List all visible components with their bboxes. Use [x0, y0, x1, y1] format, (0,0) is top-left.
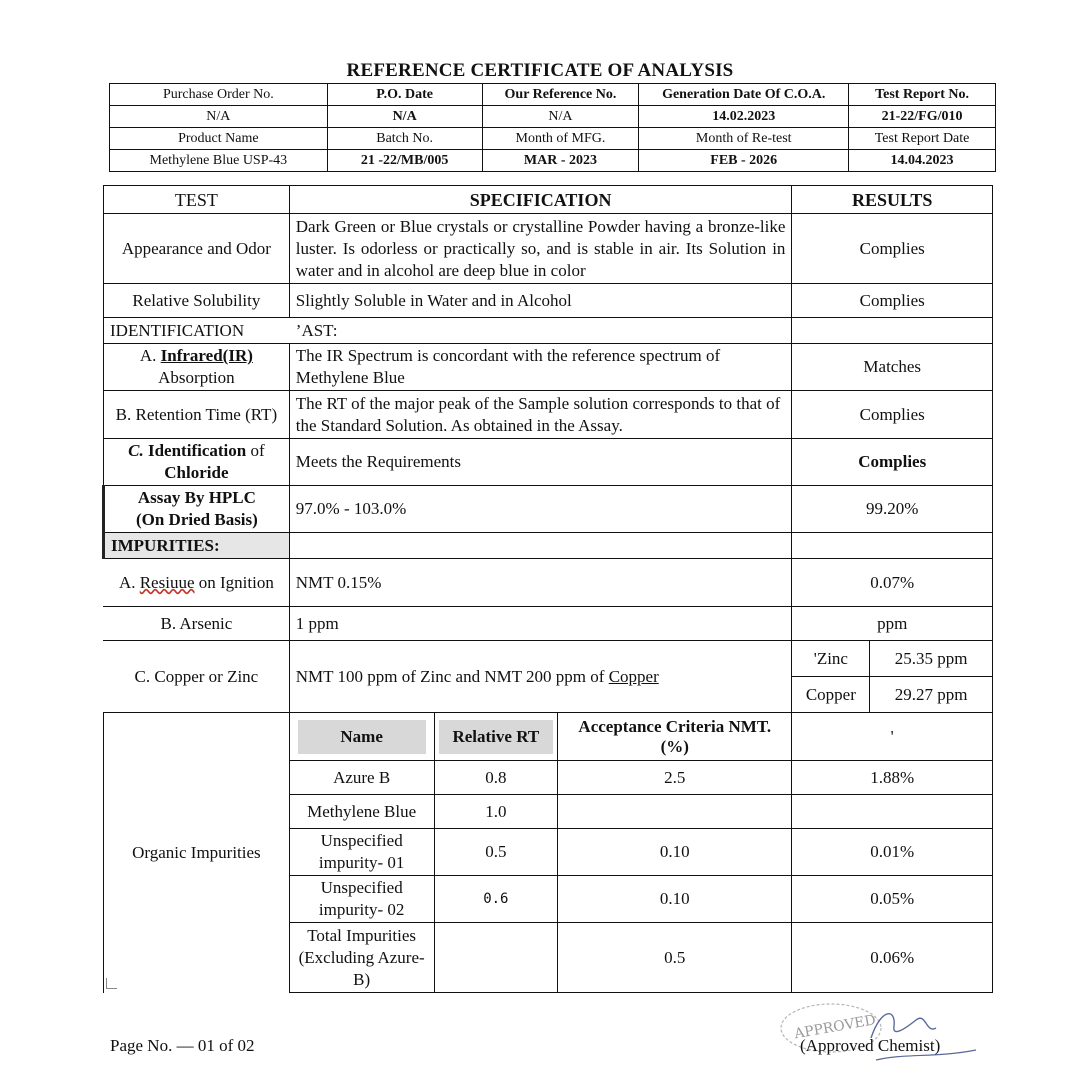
chloride-result: Complies	[792, 439, 993, 486]
appearance-result: Complies	[792, 214, 993, 284]
row-chloride	[104, 439, 993, 486]
assay-line1: Assay By HPLC	[137, 488, 256, 507]
copper-value: 29.27 ppm	[870, 677, 993, 713]
approved-chemist-label: (Approved Chemist)	[800, 1036, 941, 1055]
zinc-value: 25.35 ppm	[870, 641, 993, 677]
month-retest-value: FEB - 2026	[639, 150, 849, 172]
assay-line2: (On Dried Basis)	[135, 510, 258, 529]
product-name-label: Product Name	[110, 128, 328, 150]
solubility-spec: Slightly Soluble in Water and in Alcohol	[289, 284, 792, 318]
assay-result: 99.20%	[792, 486, 993, 533]
test-report-no-label: Test Report No.	[849, 84, 996, 106]
organic-res: 0.05%	[792, 876, 993, 923]
organic-res: 0.01%	[792, 829, 993, 876]
arsenic-spec: 1 ppm	[289, 607, 792, 641]
organic-res	[792, 795, 993, 829]
po-date-label: P.O. Date	[327, 84, 482, 106]
document-title: REFERENCE CERTIFICATE OF ANALYSIS	[346, 60, 734, 81]
organic-col-res: '	[792, 713, 993, 761]
organic-header-row	[104, 713, 993, 761]
organic-col-name-text: Name	[298, 720, 426, 754]
appearance-spec: Dark Green or Blue crystals or crystalline Powder having a bronze-like luster. Is odorless or practically so, and is stable in air. Its Solution in water and in alcohol are deep blue in color	[289, 214, 792, 284]
row-impurities-header	[104, 533, 993, 559]
row-residue	[104, 559, 993, 607]
chloride-word: Chloride	[164, 463, 229, 482]
copperzinc-spec	[289, 641, 792, 713]
copper-label: Copper	[792, 677, 870, 713]
organic-rt: 0.6	[434, 876, 558, 923]
page-number: Page No. — 01 of 02	[110, 1036, 255, 1055]
header-info-table	[109, 83, 996, 172]
chloride-test	[104, 439, 290, 486]
copperzinc-test: C. Copper or Zinc	[104, 641, 290, 713]
chloride-c: C.	[128, 441, 144, 460]
column-header-row	[104, 186, 993, 214]
organic-res: 0.06%	[792, 923, 993, 993]
organic-name: Methylene Blue	[289, 795, 434, 829]
residue-result: 0.07%	[792, 559, 993, 607]
product-name-value: Methylene Blue USP-43	[110, 150, 328, 172]
generation-date-value: 14.02.2023	[639, 106, 849, 128]
col-test-header: TEST	[104, 186, 290, 214]
organic-acc: 2.5	[558, 761, 792, 795]
identification-cont: ’AST:	[289, 318, 792, 344]
residue-prefix: A.	[118, 572, 136, 592]
assay-spec: 97.0% - 103.0%	[289, 486, 792, 533]
copperzinc-spec-copper: Copper	[608, 666, 659, 686]
test-report-date-value: 14.04.2023	[849, 150, 996, 172]
organic-col-rt	[434, 713, 558, 761]
col-results-header: RESULTS	[792, 186, 993, 214]
organic-name: Unspecified impurity- 01	[289, 829, 434, 876]
col-spec-header: SPECIFICATION	[289, 186, 792, 214]
organic-name: Total Impurities (Excluding Azure-B)	[289, 923, 434, 993]
organic-name: Unspecified impurity- 02	[289, 876, 434, 923]
arsenic-test: B. Arsenic	[104, 607, 290, 641]
organic-col-name	[289, 713, 434, 761]
organic-rt: 0.8	[434, 761, 558, 795]
chloride-of: of	[250, 441, 265, 460]
our-reference-value: N/A	[482, 106, 639, 128]
purchase-order-value: N/A	[110, 106, 328, 128]
po-date-value: N/A	[327, 106, 482, 128]
infrared-underlined: Infrared(IR)	[160, 346, 253, 365]
header-row-values-1	[110, 106, 996, 128]
organic-res: 1.88%	[792, 761, 993, 795]
impurities-result	[792, 533, 993, 559]
batch-no-value: 21 -22/MB/005	[327, 150, 482, 172]
generation-date-label: Generation Date Of C.O.A.	[639, 84, 849, 106]
scan-corner-mark	[106, 978, 117, 989]
arsenic-result: ppm	[792, 607, 993, 641]
results-table	[102, 185, 993, 993]
residue-spec: NMT 0.15%	[289, 559, 792, 607]
organic-rt: 0.5	[434, 829, 558, 876]
infrared-rest: Absorption	[158, 368, 235, 387]
organic-col-acc: Acceptance Criteria NMT. (%)	[558, 713, 792, 761]
infrared-spec: The IR Spectrum is concordant with the reference spectrum of Methylene Blue	[289, 344, 792, 391]
batch-no-label: Batch No.	[327, 128, 482, 150]
retention-spec: The RT of the major peak of the Sample solution corresponds to that of the Standard Solution. As obtained in the Assay.	[289, 391, 792, 439]
identification-result	[792, 318, 993, 344]
purchase-order-label: Purchase Order No.	[110, 84, 328, 106]
row-arsenic	[104, 607, 993, 641]
stamp-text: APPROVED	[793, 1012, 877, 1043]
row-assay	[104, 486, 993, 533]
zinc-label: 'Zinc	[792, 641, 870, 677]
impurities-label: IMPURITIES:	[104, 533, 290, 559]
header-row-labels-1	[110, 84, 996, 106]
row-infrared	[104, 344, 993, 391]
appearance-test: Appearance and Odor	[104, 214, 290, 284]
month-retest-label: Month of Re-test	[639, 128, 849, 150]
organic-name: Azure B	[289, 761, 434, 795]
infrared-test	[104, 344, 290, 391]
retention-result: Complies	[792, 391, 993, 439]
copperzinc-spec-text: NMT 100 ppm of Zinc and NMT 200 ppm of	[295, 666, 605, 686]
infrared-prefix: A.	[139, 346, 161, 365]
row-identification	[104, 318, 993, 344]
row-solubility	[104, 284, 993, 318]
our-reference-label: Our Reference No.	[482, 84, 639, 106]
organic-label: Organic Impurities	[104, 713, 290, 993]
residue-misspelled: Resiuue	[139, 572, 195, 592]
organic-acc: 0.10	[558, 876, 792, 923]
assay-test	[104, 486, 290, 533]
residue-rest: on Ignition	[198, 572, 274, 592]
identification-label: IDENTIFICATION	[104, 318, 290, 344]
month-mfg-value: MAR - 2023	[482, 150, 639, 172]
chloride-identification: Identification	[147, 441, 247, 460]
residue-test	[104, 559, 290, 607]
solubility-result: Complies	[792, 284, 993, 318]
organic-rt: 1.0	[434, 795, 558, 829]
solubility-test: Relative Solubility	[104, 284, 290, 318]
header-row-values-2	[110, 150, 996, 172]
organic-rt	[434, 923, 558, 993]
month-mfg-label: Month of MFG.	[482, 128, 639, 150]
organic-acc: 0.10	[558, 829, 792, 876]
row-retention	[104, 391, 993, 439]
test-report-no-value: 21-22/FG/010	[849, 106, 996, 128]
chloride-spec: Meets the Requirements	[289, 439, 792, 486]
impurities-spec	[289, 533, 792, 559]
header-row-labels-2	[110, 128, 996, 150]
test-report-date-label: Test Report Date	[849, 128, 996, 150]
row-copperzinc-1	[104, 641, 993, 677]
infrared-result: Matches	[792, 344, 993, 391]
row-appearance	[104, 214, 993, 284]
retention-test: B. Retention Time (RT)	[104, 391, 290, 439]
organic-acc: 0.5	[558, 923, 792, 993]
organic-acc	[558, 795, 792, 829]
organic-col-rt-text: Relative RT	[439, 720, 554, 754]
